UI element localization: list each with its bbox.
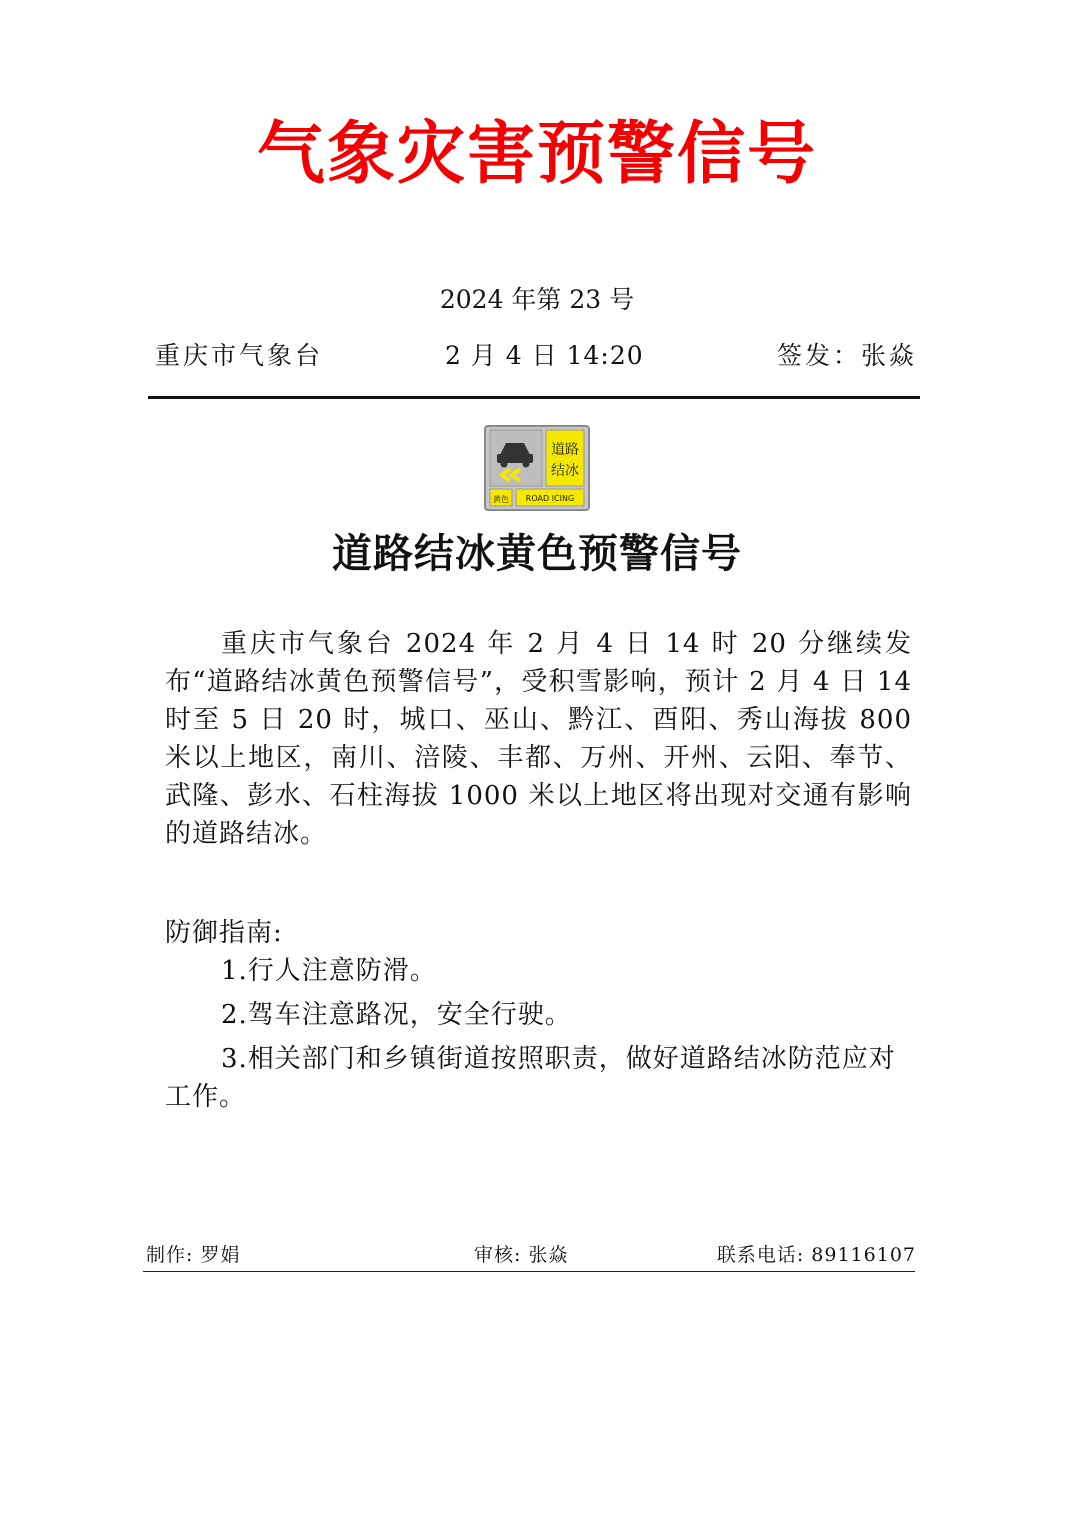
producer: 制作: 罗娟 [146,1244,241,1266]
guide-heading: 防御指南: [165,918,283,948]
icon-text-road-icing: ROAD ICING [525,494,575,503]
guide-item: 1.行人注意防滑。 [221,956,437,986]
icon-text-yellow: 黄色 [493,495,509,504]
footer-divider [143,1271,915,1272]
warning-paragraph: 重庆市气象台 2024 年 2 月 4 日 14 时 20 分继续发布“道路结冰黄色预警信号”，受积雪影响，预计 2 月 4 日 14 时至 5 日 20 时，城口、巫山、黔江、酉阳、秀山海拔 800 米以上地区，南川、涪陵、丰都、万州、开州、云阳、奉节、武隆、彭水、石柱海拔 1000 米以上地区将出现对交通有影响的道路结冰。 [165,629,912,849]
issue-date: 2 月 4 日 14:20 [445,341,644,370]
header-divider [148,396,920,399]
issuer: 重庆市气象台 [155,341,324,370]
reviewer: 审核: 张焱 [474,1244,569,1266]
contact-phone: 联系电话: 89116107 [716,1244,916,1266]
issue-number: 2024 年第 23 号 [439,285,635,314]
main-title: 气象灾害预警信号 [256,114,817,194]
icon-text-road: 道路 [551,442,579,458]
guide-item: 2.驾车注意路况，安全行驶。 [221,1000,572,1030]
road-icing-yellow-warning-icon [484,425,590,511]
signal-title: 道路结冰黄色预警信号 [332,530,742,577]
signer: 签发：张焱 [776,341,917,370]
icon-text-icing: 结冰 [551,463,579,479]
guide-item: 3.相关部门和乡镇街道按照职责，做好道路结冰防范应对工作。 [165,1044,896,1112]
